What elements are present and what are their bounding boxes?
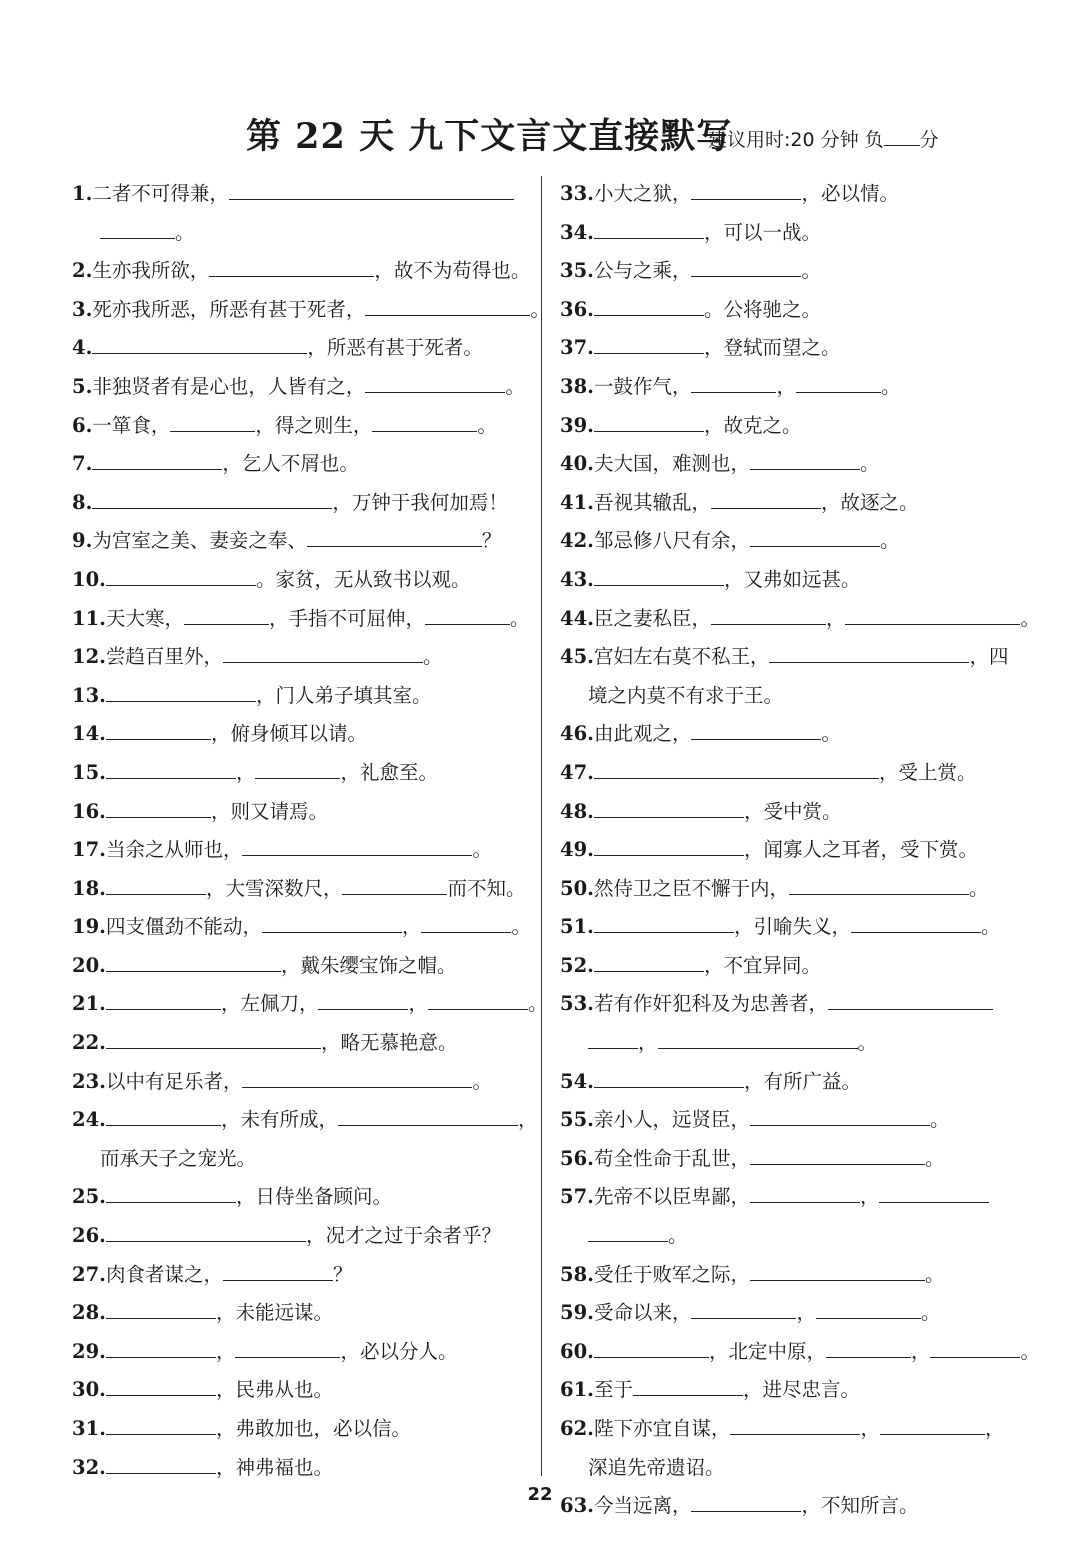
answer-blank[interactable] [845,600,1020,625]
list-item: 36. 。公将驰之。 [560,291,1020,330]
list-item: 35.公与之乘， 。 [560,252,1020,291]
list-item: 63.今当远离， ，不知所言。 [560,1487,1020,1526]
answer-blank[interactable] [730,1410,860,1435]
list-item: 17.当余之从师也， 。 [72,831,528,870]
right-column [560,175,1040,1526]
answer-blank[interactable] [338,1101,518,1126]
list-item-cont: 。 [72,214,528,253]
list-item: 55.亲小人，远贤臣， 。 [560,1101,1020,1140]
answer-blank[interactable] [255,754,340,779]
answer-blank[interactable] [769,638,969,663]
suggest-label: 建议用时:20 分钟 负 [708,129,884,151]
list-item: 25. ，日侍坐备顾问。 [72,1178,528,1217]
list-item-cont: 。 [560,1217,1020,1256]
answer-blank[interactable] [594,561,724,586]
list-item: 26. ，况才之过于余者乎？ [72,1217,528,1256]
answer-blank[interactable] [750,522,880,547]
list-item: 19.四支僵劲不能动， ， 。 [72,908,528,947]
answer-blank[interactable] [106,1371,216,1396]
answer-blank[interactable] [691,175,801,200]
list-item: 18. ，大雪深数尺， 而不知。 [72,870,528,909]
answer-blank[interactable] [691,715,821,740]
list-item: 56.苟全性命于乱世， 。 [560,1140,1020,1179]
answer-blank[interactable] [428,985,528,1010]
answer-blank[interactable] [106,754,236,779]
list-item: 24. ，未有所成， ， [72,1101,528,1140]
list-item: 4. ，所恶有甚于死者。 [72,329,528,368]
list-item: 7. ，乞人不屑也。 [72,445,528,484]
list-item: 33.小大之狱， ，必以情。 [560,175,1020,214]
answer-blank[interactable] [750,1256,925,1281]
list-item: 22. ，略无慕艳意。 [72,1024,528,1063]
list-item-cont: 而承天子之宠光。 [100,1146,257,1170]
list-item: 10. 。家贫，无从致书以观。 [72,561,528,600]
answer-blank[interactable] [92,484,332,509]
header [0,112,1080,162]
left-column [72,175,550,1487]
answer-blank[interactable] [828,985,993,1010]
list-item: 16. ，则又请焉。 [72,793,528,832]
list-item: 9.为宫室之美、妻妾之奉、 ？ [72,522,528,561]
answer-blank[interactable] [92,329,307,354]
answer-blank[interactable] [318,985,408,1010]
list-item: 32. ，神弗福也。 [72,1449,528,1488]
list-item: 3.死亦我所恶，所恶有甚于死者， 。 [72,291,528,330]
list-item: 23.以中有足乐者， 。 [72,1063,528,1102]
answer-blank[interactable] [106,1333,216,1358]
answer-blank[interactable] [235,1333,340,1358]
time-suggestion [708,126,939,154]
answer-blank[interactable] [209,252,374,277]
answer-blank[interactable] [425,600,510,625]
answer-blank[interactable] [826,1333,911,1358]
list-item: 52. ，不宜异同。 [560,947,1020,986]
column-divider [541,176,542,1476]
list-item: 21. ，左佩刀， ， 。 [72,985,528,1024]
answer-blank[interactable] [880,1410,985,1435]
answer-blank[interactable] [691,252,801,277]
answer-blank[interactable] [796,368,881,393]
list-item: 14. ，俯身倾耳以请。 [72,715,528,754]
list-item: 53.若有作奸犯科及为忠善者， [560,985,1020,1024]
answer-blank[interactable] [342,870,447,895]
score-unit: 分 [919,129,939,151]
list-item: 20. ，戴朱缨宝饰之帽。 [72,947,528,986]
answer-blank[interactable] [106,561,256,586]
answer-blank[interactable] [594,291,704,316]
answer-blank[interactable] [594,1063,744,1088]
answer-blank[interactable] [658,1024,858,1049]
answer-blank[interactable] [691,368,776,393]
list-item: 48. ，受中赏。 [560,793,1020,832]
list-item-cont: 深追先帝遗诏。 [588,1455,725,1479]
list-item: 8. ，万钟于我何加焉！ [72,484,528,523]
answer-blank[interactable] [594,831,744,856]
answer-blank[interactable] [711,600,826,625]
answer-blank[interactable] [594,407,704,432]
answer-blank[interactable] [421,908,511,933]
list-item: 2.生亦我所欲， ，故不为苟得也。 [72,252,528,291]
list-item: 41.吾视其辙乱， ，故逐之。 [560,484,1020,523]
list-item: 62.陛下亦宜自谋， ， ， [560,1410,1020,1449]
answer-blank[interactable] [789,870,969,895]
list-item: 46.由此观之， 。 [560,715,1020,754]
answer-blank[interactable] [594,908,734,933]
list-item: 59.受命以来， ， 。 [560,1294,1020,1333]
answer-blank[interactable] [223,638,423,663]
page-number: 22 [527,1484,553,1505]
list-item: 29. ， ，必以分人。 [72,1333,528,1372]
list-item: 15. ， ，礼愈至。 [72,754,528,793]
answer-blank[interactable] [242,831,472,856]
answer-blank[interactable] [691,1294,796,1319]
list-item: 31. ，弗敢加也，必以信。 [72,1410,528,1449]
answer-blank[interactable] [851,908,981,933]
answer-blank[interactable] [633,1371,743,1396]
answer-blank[interactable] [750,445,860,470]
list-item: 38.一鼓作气， ， 。 [560,368,1020,407]
answer-blank[interactable] [223,1256,333,1281]
answer-blank[interactable] [106,715,211,740]
answer-blank[interactable] [594,1333,709,1358]
answer-blank[interactable] [372,407,477,432]
answer-blank[interactable] [106,947,281,972]
answer-blank[interactable] [879,1178,989,1203]
list-item: 42.邹忌修八尺有余， 。 [560,522,1020,561]
answer-blank[interactable] [106,793,211,818]
list-item: 58.受任于败军之际， 。 [560,1256,1020,1295]
answer-blank[interactable] [711,484,821,509]
list-item: 11.天大寒， ，手指不可屈伸， 。 [72,600,528,639]
answer-blank[interactable] [750,1178,860,1203]
list-item: 47. ，受上赏。 [560,754,1020,793]
list-item: 1.二者不可得兼， [72,175,528,214]
list-item: 54. ，有所广益。 [560,1063,1020,1102]
answer-blank[interactable] [229,175,514,200]
answer-blank[interactable] [170,407,255,432]
list-item: 6.一箪食， ，得之则生， 。 [72,407,528,446]
answer-blank[interactable] [816,1294,921,1319]
answer-blank[interactable] [588,1217,668,1242]
list-item: 34. ，可以一战。 [560,214,1020,253]
answer-blank[interactable] [106,985,221,1010]
list-item: 40.夫大国，难测也， 。 [560,445,1020,484]
answer-blank[interactable] [106,870,206,895]
list-item: 61.至于 ，进尽忠言。 [560,1371,1020,1410]
list-item: 44.臣之妻私臣， ， 。 [560,600,1020,639]
answer-blank[interactable] [106,1449,216,1474]
answer-blank[interactable] [594,793,744,818]
answer-blank[interactable] [750,1140,925,1165]
list-item: 49. ，闻寡人之耳者，受下赏。 [560,831,1020,870]
answer-blank[interactable] [100,214,175,239]
answer-blank[interactable] [588,1024,638,1049]
list-item: 30. ，民弗从也。 [72,1371,528,1410]
answer-blank[interactable] [106,1217,306,1242]
list-item: 37. ，登轼而望之。 [560,329,1020,368]
list-item-cont: 境之内莫不有求于王。 [588,683,784,707]
answer-blank[interactable] [106,1410,216,1435]
list-item: 27.肉食者谋之， ？ [72,1256,528,1295]
list-item: 12.尝趋百里外， 。 [72,638,528,677]
list-item: 45.宫妇左右莫不私王， ，四 [560,638,1020,677]
list-item-cont: ， 。 [560,1024,1020,1063]
list-item: 51. ，引喻失义， 。 [560,908,1020,947]
answer-blank[interactable] [92,445,222,470]
list-item: 57.先帝不以臣卑鄙， ， [560,1178,1020,1217]
answer-blank[interactable] [594,214,704,239]
score-blank[interactable] [884,127,920,146]
answer-blank[interactable] [106,1178,236,1203]
answer-blank[interactable] [594,329,704,354]
answer-blank[interactable] [930,1333,1020,1358]
answer-blank[interactable] [242,1063,472,1088]
answer-blank[interactable] [184,600,269,625]
answer-blank[interactable] [594,947,704,972]
list-item: 43. ，又弗如远甚。 [560,561,1020,600]
answer-blank[interactable] [365,291,530,316]
answer-blank[interactable] [106,1101,221,1126]
answer-blank[interactable] [106,677,256,702]
list-item: 5.非独贤者有是心也，人皆有之， 。 [72,368,528,407]
answer-blank[interactable] [262,908,402,933]
list-item: 28. ，未能远谋。 [72,1294,528,1333]
answer-blank[interactable] [106,1024,321,1049]
answer-blank[interactable] [307,522,482,547]
list-item: 50.然侍卫之臣不懈于内， 。 [560,870,1020,909]
list-item: 13. ，门人弟子填其室。 [72,677,528,716]
answer-blank[interactable] [365,368,505,393]
list-item: 39. ，故克之。 [560,407,1020,446]
page-title: 第 22 天 九下文言文直接默写 [246,116,733,157]
answer-blank[interactable] [594,754,879,779]
answer-blank[interactable] [106,1294,216,1319]
list-item: 60. ，北定中原， ， 。 [560,1333,1020,1372]
answer-blank[interactable] [750,1101,930,1126]
